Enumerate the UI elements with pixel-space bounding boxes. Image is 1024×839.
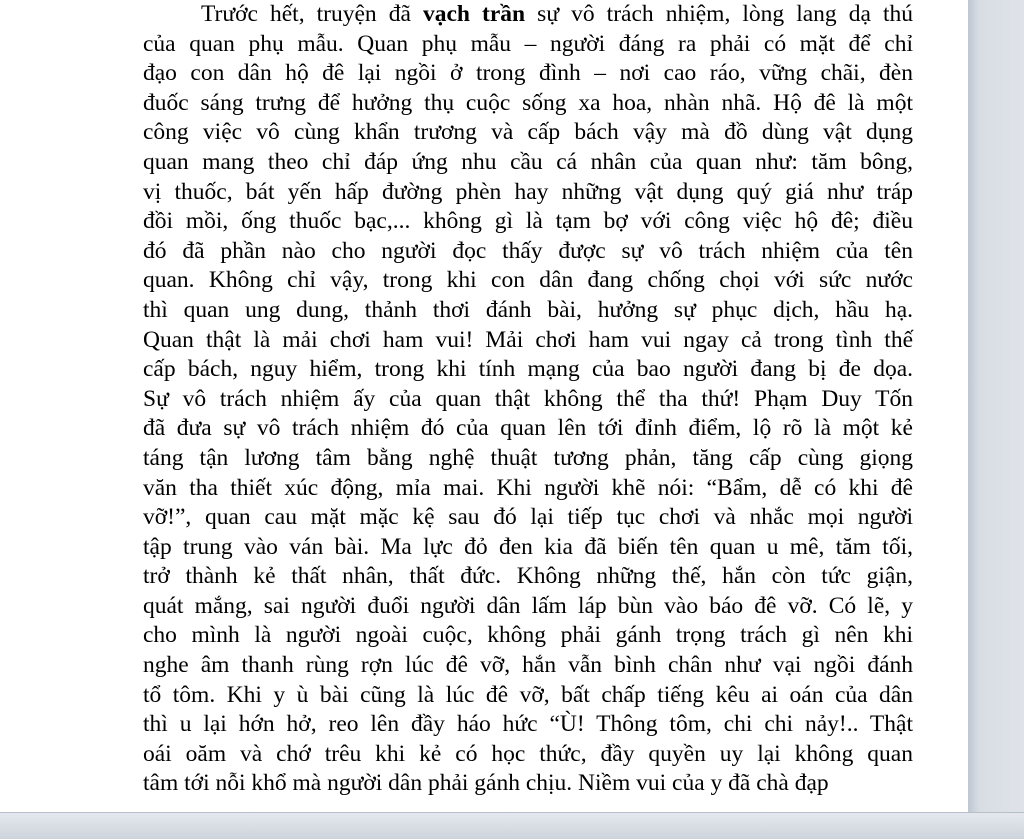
- text-line: thì quan ung dung, thảnh thơi đánh bài, hưởng sự phục dịch, hầu hạ.: [143, 296, 913, 323]
- text-line: vỡ!”, quan cau mặt mặc kệ sau đó lại tiếp tục chơi và nhắc mọi người: [143, 504, 913, 531]
- status-bar: [0, 812, 1024, 839]
- text-segment: sự vô trách nhiệm, lòng lang dạ thú: [525, 1, 913, 27]
- text-line: vị thuốc, bát yến hấp đường phèn hay những vật dụng quý giá như tráp: [143, 178, 913, 205]
- text-line: thì u lại hớn hở, reo lên đầy háo hức “Ù! Thông tôm, chi chi nảy!.. Thật: [143, 711, 913, 738]
- text-line: nghe âm thanh rùng rợn lúc đê vỡ, hắn vẫn bình chân như vại ngồi đánh: [143, 652, 913, 679]
- text-line: [143, 0, 913, 30]
- text-line: của quan phụ mẫu. Quan phụ mẫu – người đáng ra phải có mặt để chỉ: [143, 30, 913, 57]
- right-workspace-margin: [968, 0, 1024, 812]
- text-line: tổ tôm. Khi y ù bài cũng là lúc đê vỡ, bất chấp tiếng kêu ai oán của dân: [143, 681, 913, 708]
- text-line: đã đưa sự vô trách nhiệm đó của quan lên tới đỉnh điểm, lộ rõ là một kẻ: [143, 415, 913, 442]
- text-line: quan mang theo chỉ đáp ứng nhu cầu cá nhân của quan như: tăm bông,: [143, 148, 913, 175]
- text-line: tập trung vào ván bài. Ma lực đỏ đen kia đã biến tên quan u mê, tăm tối,: [143, 533, 913, 560]
- text-line: văn tha thiết xúc động, mỉa mai. Khi người khẽ nói: “Bẩm, dễ có khi đê: [143, 474, 913, 501]
- text-line: cho mình là người ngoài cuộc, không phải gánh trọng trách gì nên khi: [143, 622, 913, 649]
- text-line: đuốc sáng trưng để hưởng thụ cuộc sống xa hoa, nhàn nhã. Hộ đê là một: [143, 89, 913, 116]
- text-line: công việc vô cùng khẩn trương và cấp bách vậy mà đồ dùng vật dụng: [143, 119, 913, 146]
- text-line: đồi mồi, ống thuốc bạc,... không gì là tạm bợ với công việc hộ đê; điều: [143, 208, 913, 235]
- text-segment: Trước hết, truyện đã: [201, 1, 423, 27]
- text-line: đạo con dân hộ đê lại ngồi ở trong đình – nơi cao ráo, vững chãi, đèn: [143, 60, 913, 87]
- text-line: Sự vô trách nhiệm ấy của quan thật không thể tha thứ! Phạm Duy Tốn: [143, 385, 913, 412]
- text-line: cấp bách, nguy hiểm, trong khi tính mạng của bao người đang bị đe dọa.: [143, 356, 913, 383]
- text-line: oái oăm và chớ trêu khi kẻ có học thức, đầy quyền uy lại không quan: [143, 740, 913, 767]
- bold-text: vạch trần: [422, 1, 526, 27]
- text-line: quan. Không chỉ vậy, trong khi con dân đang chống chọi với sức nước: [143, 267, 913, 294]
- text-line: trở thành kẻ thất nhân, thất đức. Không những thế, hắn còn tức giận,: [143, 563, 913, 590]
- text-line: táng tận lương tâm bằng nghệ thuật tương phản, tăng cấp cùng giọng: [143, 444, 913, 471]
- text-line: đó đã phần nào cho người đọc thấy được sự vô trách nhiệm của tên: [143, 237, 913, 264]
- text-line: Quan thật là mải chơi ham vui! Mải chơi ham vui ngay cả trong tình thế: [143, 326, 913, 353]
- text-line: quát mắng, sai người đuổi người dân lấm láp bùn vào báo đê vỡ. Có lẽ, y: [143, 592, 913, 619]
- document-text[interactable]: [143, 0, 913, 799]
- text-line: tâm tới nỗi khổ mà người dân phải gánh chịu. Niềm vui của y đã chà đạp: [143, 770, 829, 797]
